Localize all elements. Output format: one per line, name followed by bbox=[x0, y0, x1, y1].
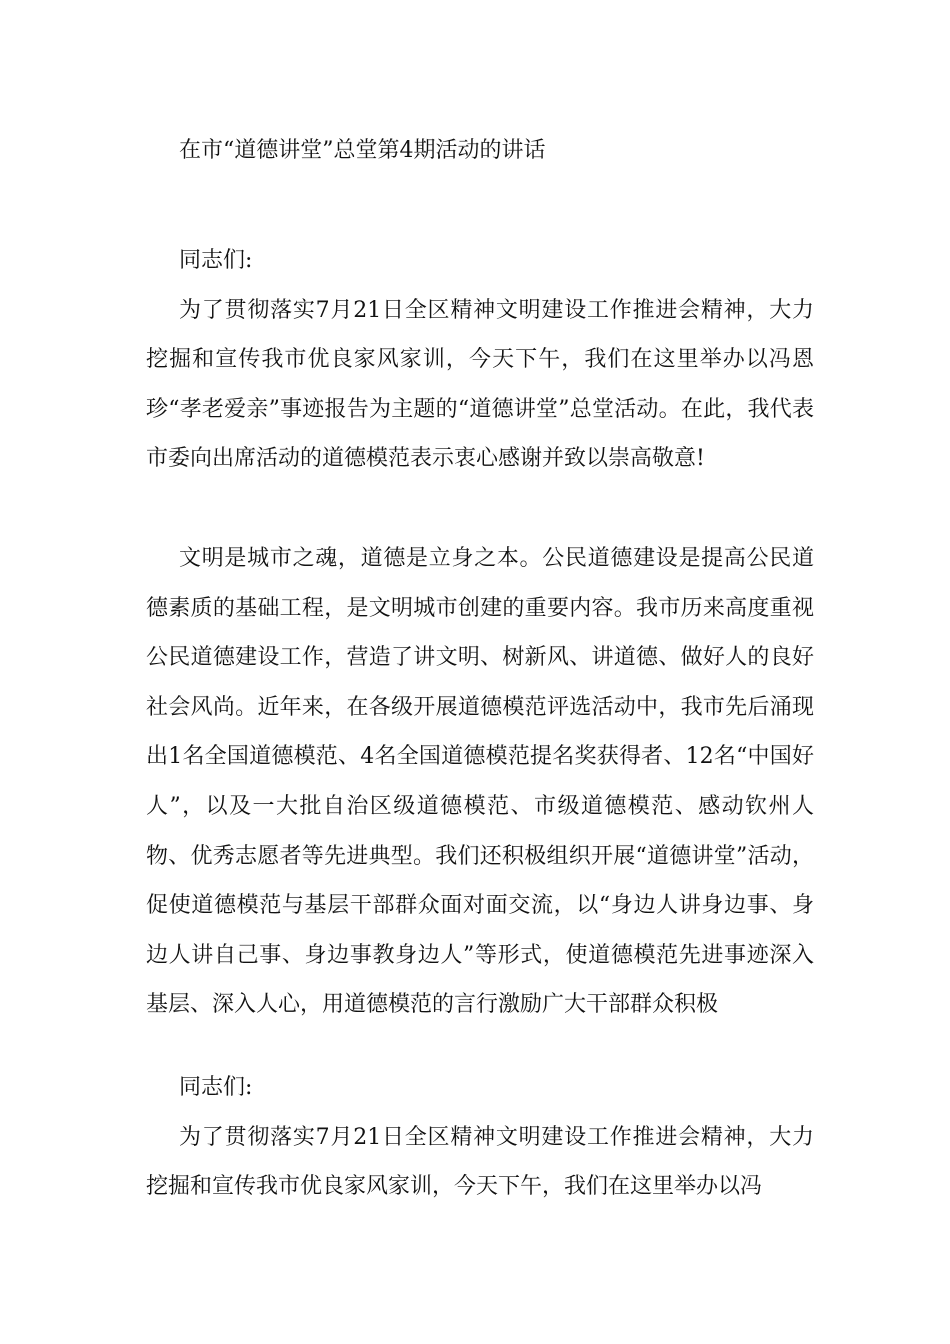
salutation: 同志们: bbox=[179, 248, 253, 273]
body-paragraph: 为了贯彻落实7月21日全区精神文明建设工作推进会精神，大力挖掘和宣传我市优良家风家训，今天下午，我们在这里举办以冯 bbox=[146, 1124, 814, 1200]
salutation: 同志们: bbox=[179, 1075, 253, 1100]
body-paragraph: 文明是城市之魂，道德是立身之本。公民道德建设是提高公民道德素质的基础工程，是文明城市创建的重要内容。我市历来高度重视公民道德建设工作，营造了讲文明、树新风、讲道德、做好人的良好社会风尚。近年来，在各级开展道德模范评选活动中，我市先后涌现出1名全国道德模范、4名全国道德模范提名奖获得者、12名“中国好人”，以及一大批自治区级道德模范、市级道德模范、感动钦州人物、优秀志愿者等先进典型。我们还积极组织开展“道德讲堂”活动，促使道德模范与基层干部群众面对面交流，以“身边人讲身边事、身边人讲自己事、身边事教身边人”等形式，使道德模范先进事迹深入基层、深入人心，用道德模范的言行激励广大干部群众积极 bbox=[146, 546, 814, 1018]
document-title: 在市“道德讲堂”总堂第4期活动的讲话 bbox=[179, 138, 546, 163]
body-paragraph: 为了贯彻落实7月21日全区精神文明建设工作推进会精神，大力挖掘和宣传我市优良家风家训，今天下午，我们在这里举办以冯恩珍“孝老爱亲”事迹报告为主题的“道德讲堂”总堂活动。在此，我代表市委向出席活动的道德模范表示衷心感谢并致以崇高敬意! bbox=[146, 297, 814, 472]
